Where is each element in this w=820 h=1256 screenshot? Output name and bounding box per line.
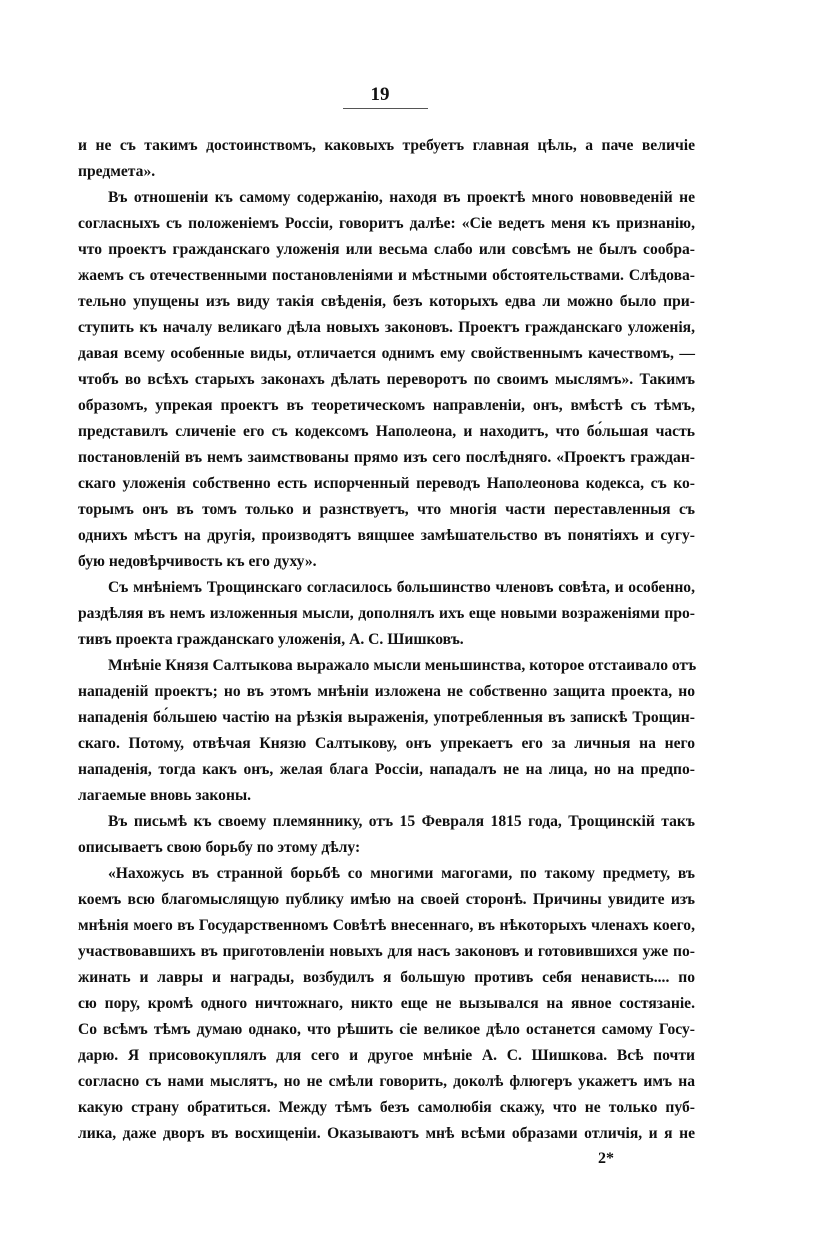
text-line: нападеній проектъ; но въ этомъ мнѣніи изложена не собственно защита проекта, но (78, 683, 695, 700)
text-line: Въ отношеніи къ самому содержанію, находя въ проектѣ много нововведеній не (108, 189, 695, 206)
signature-mark: 2* (598, 1150, 614, 1167)
text-line: нападенія бо́льшею частію на рѣзкія выраженія, употребленныя въ запискѣ Трощин- (78, 709, 695, 726)
text-line: раздѣляя въ немъ изложенныя мысли, дополнялъ ихъ еще новыми возраженіями про- (78, 605, 695, 622)
text-line: участвовавшихъ въ приготовленіи новыхъ для насъ законовъ и готовившихся уже по- (78, 943, 695, 960)
text-line: чтобъ во всѣхъ старыхъ законахъ дѣлать переворотъ по своимъ мыслямъ». Такимъ (78, 371, 695, 388)
text-line: коемъ всю благомыслящую публику имѣю на своей сторонѣ. Причины увидите изъ (78, 891, 695, 908)
text-line: жаемъ съ отечественными постановленіями и мѣстными обстоятельствами. Слѣдова- (78, 267, 695, 284)
text-line: дарю. Я присовокуплялъ для сего и другое мнѣніе А. С. Шишкова. Всѣ почти (78, 1047, 695, 1064)
text-line: представилъ сличеніе его съ кодексомъ Наполеона, и находитъ, что бо́льшая часть (78, 423, 695, 440)
text-line: давая всему особенные виды, отличается однимъ ему свойственнымъ качествомъ, — (78, 345, 695, 362)
text-line: мнѣнія моего въ Государственномъ Совѣтѣ внесеннаго, въ нѣкоторыхъ членахъ коего, (78, 917, 695, 934)
text-line: и не съ такимъ достоинствомъ, каковыхъ требуетъ главная цѣль, а паче величіе (78, 137, 695, 154)
text-line: тивъ проекта гражданскаго уложенія, А. С. Шишковъ. (78, 631, 464, 648)
text-line: согласно съ нами мыслятъ, но не смѣли говорить, доколѣ флюгеръ укажетъ имъ на (78, 1073, 695, 1090)
header-rule (343, 108, 428, 109)
text-line: скаго. Потому, отвѣчая Князю Салтыкову, онъ упрекаетъ его за личныя на него (78, 735, 695, 752)
text-line: лагаемые вновь законы. (78, 787, 252, 804)
text-line: «Нахожусь въ странной борьбѣ со многими магогами, по такому предмету, въ (108, 865, 695, 882)
text-line: жинать и лавры и награды, возбудилъ я большую противъ себя ненависть.... по (78, 969, 695, 986)
text-line: Въ письмѣ къ своему племяннику, отъ 15 Февраля 1815 года, Трощинскій такъ (108, 813, 695, 830)
page-number: 19 (370, 84, 390, 105)
text-line: Мнѣніе Князя Салтыкова выражало мысли меньшинства, которое отстаивало отъ (108, 657, 697, 674)
text-line: какую страну обратиться. Между тѣмъ безъ самолюбія скажу, что не только пуб- (78, 1099, 695, 1116)
text-line: сю пору, кромѣ одного ничтожнаго, никто еще не вызывался на явное состязаніе. (78, 995, 695, 1012)
text-line: нападенія, тогда какъ онъ, желая блага Россіи, нападалъ не на лица, но на предпо- (78, 761, 695, 778)
text-line: однихъ мѣстъ на другія, производятъ вящшее замѣшательство въ понятіяхъ и сугу- (78, 527, 695, 544)
text-line: ступить къ началу великаго дѣла новыхъ законовъ. Проектъ гражданскаго уложенія, (78, 319, 695, 336)
text-line: Съ мнѣніемъ Трощинскаго согласилось большинство членовъ совѣта, и особенно, (108, 579, 695, 596)
text-line: предмета». (78, 163, 156, 180)
text-line: постановленій въ немъ заимствованы прямо изъ сего послѣдняго. «Проектъ граждан- (78, 449, 695, 466)
text-line: описываетъ свою борьбу по этому дѣлу: (78, 839, 361, 856)
text-line: тельно упущены изъ виду такія свѣденія, безъ которыхъ едва ли можно было при- (78, 293, 695, 310)
text-line: лика, даже дворъ въ восхищеніи. Оказываютъ мнѣ всѣми образами отличія, и я не (78, 1125, 695, 1142)
text-line: согласныхъ съ положеніемъ Россіи, говоритъ далѣе: «Сіе ведетъ меня къ признанію, (78, 215, 695, 232)
text-line: скаго уложенія собственно есть испорченный переводъ Наполеонова кодекса, съ ко- (78, 475, 695, 492)
body-text (78, 133, 695, 1147)
text-line: торымъ онъ въ томъ только и разнствуетъ, что многія части переставленныя съ (78, 501, 695, 518)
text-line: образомъ, упрекая проектъ въ теоретическомъ направленіи, онъ, вмѣстѣ съ тѣмъ, (78, 397, 695, 414)
text-line: что проектъ гражданскаго уложенія или весьма слабо или совсѣмъ не былъ сообра- (78, 241, 695, 258)
text-line: Со всѣмъ тѣмъ думаю однако, что рѣшить сіе великое дѣло останется самому Госу- (78, 1021, 695, 1038)
text-line: бую недовѣрчивость къ его духу». (78, 553, 317, 570)
